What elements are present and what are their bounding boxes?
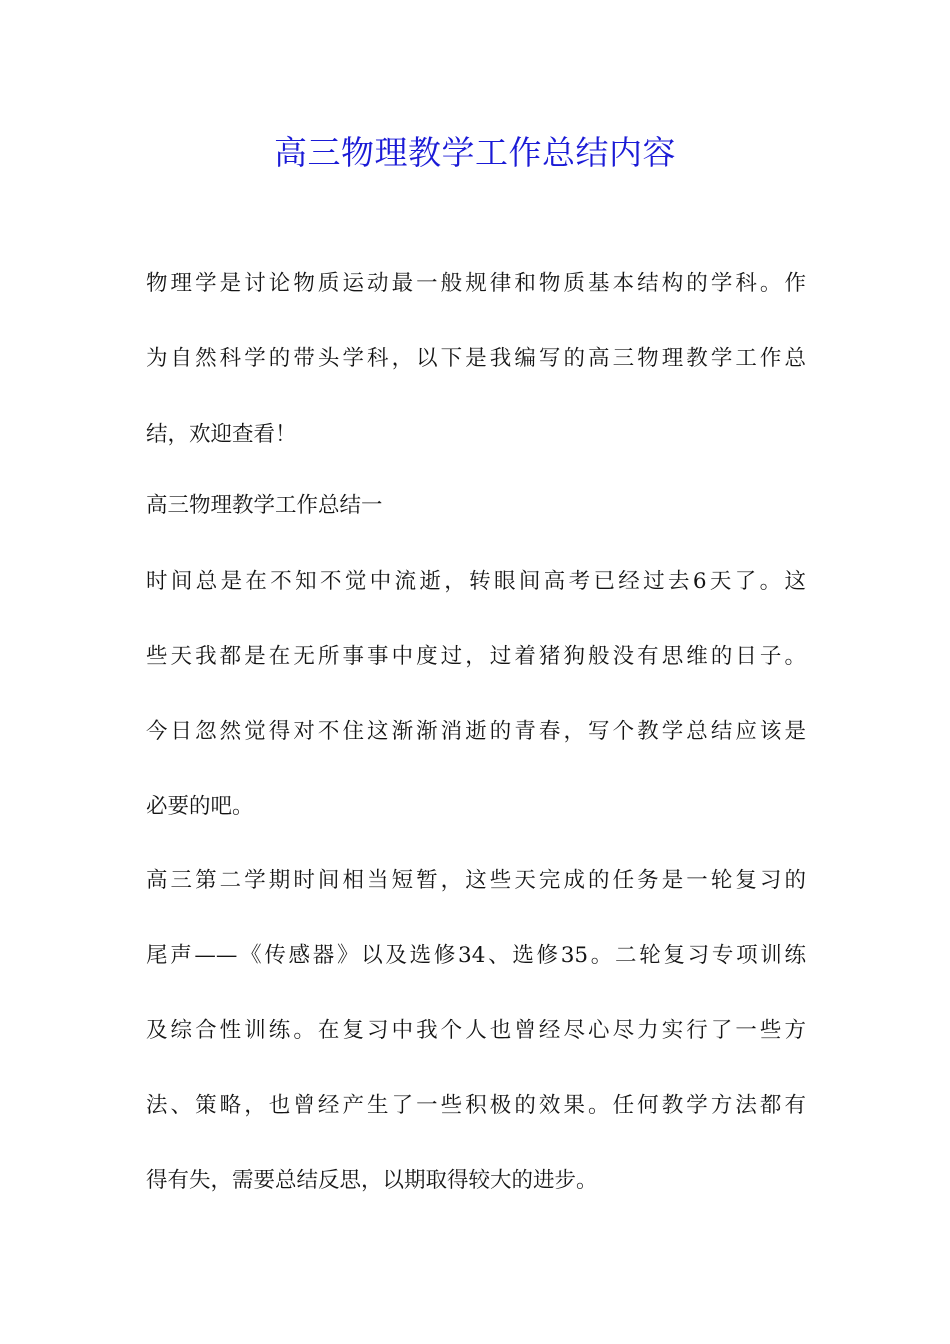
paragraph-line: 法、策略，也曾经产生了一些积极的效果。任何教学方法都有 [146, 1093, 806, 1118]
paragraph-line: 尾声——《传感器》以及选修34、选修35。二轮复习专项训练 [146, 943, 806, 968]
paragraph-line: 结，欢迎查看！ [146, 422, 297, 447]
section-heading: 高三物理教学工作总结一 [146, 493, 383, 518]
paragraph-line: 些天我都是在无所事事中度过，过着猪狗般没有思维的日子。 [146, 644, 806, 669]
paragraph-line: 时间总是在不知不觉中流逝，转眼间高考已经过去6天了。这 [146, 569, 806, 594]
paragraph-line: 今日忽然觉得对不住这渐渐消逝的青春，写个教学总结应该是 [146, 719, 806, 744]
document-title: 高三物理教学工作总结内容 [274, 133, 676, 172]
paragraph-line: 高三第二学期时间相当短暂，这些天完成的任务是一轮复习的 [146, 868, 806, 893]
paragraph-line: 物理学是讨论物质运动最一般规律和物质基本结构的学科。作 [146, 271, 806, 296]
paragraph-line: 为自然科学的带头学科，以下是我编写的高三物理教学工作总 [146, 346, 806, 371]
paragraph-line: 必要的吧。 [146, 794, 254, 819]
paragraph-line: 得有失，需要总结反思，以期取得较大的进步。 [146, 1168, 598, 1193]
paragraph-line: 及综合性训练。在复习中我个人也曾经尽心尽力实行了一些方 [146, 1018, 806, 1043]
